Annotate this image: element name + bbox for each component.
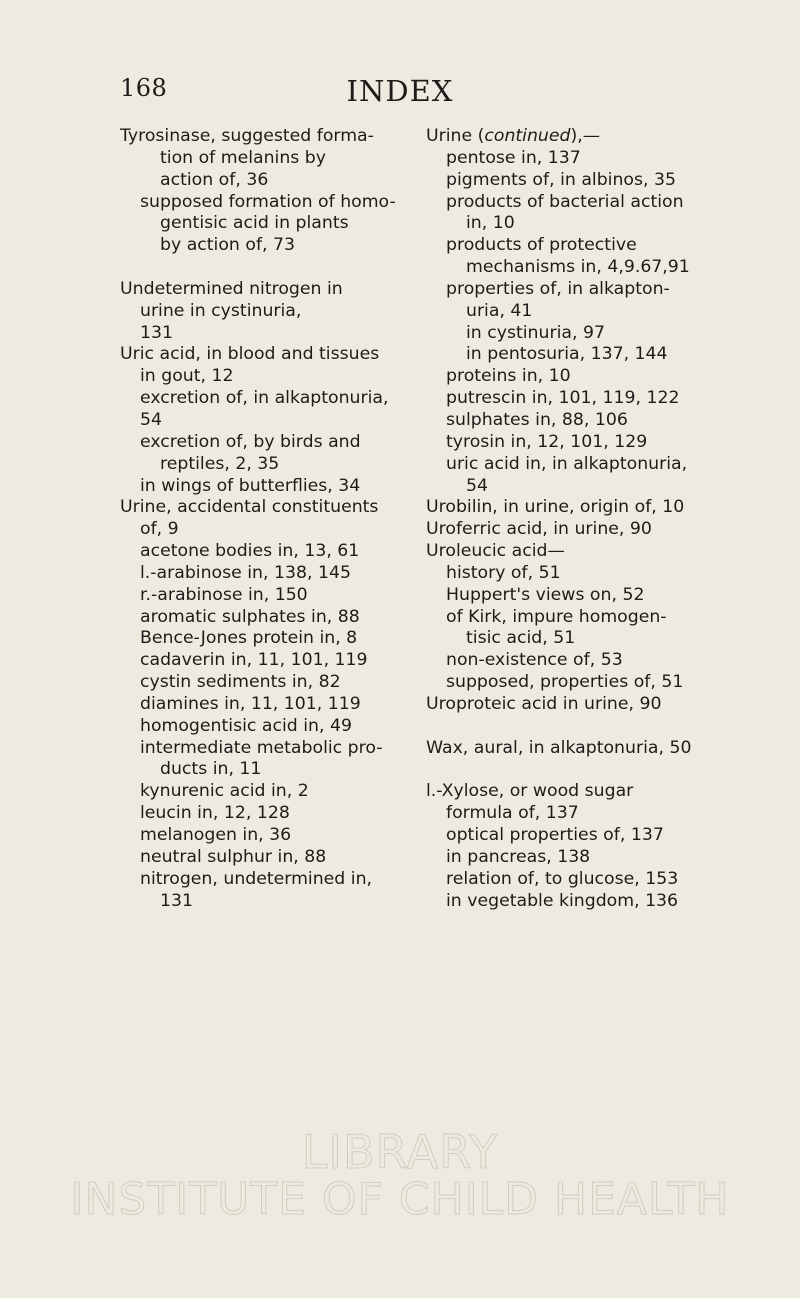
- index-line: products of protective: [446, 235, 637, 256]
- index-entry: [426, 650, 748, 672]
- index-entry: [120, 694, 420, 716]
- index-line: Bence-Jones protein in, 8: [140, 628, 358, 649]
- index-entry: [120, 497, 420, 541]
- index-line: Uroferric acid, in urine, 90: [426, 519, 652, 540]
- index-line: by action of, 73: [160, 235, 296, 256]
- index-line: 131: [160, 890, 193, 911]
- index-entry: [426, 825, 748, 847]
- index-line: in cystinuria, 97: [466, 322, 605, 343]
- index-entry: [426, 454, 748, 498]
- index-line: Huppert's views on, 52: [446, 584, 645, 605]
- index-line: supposed formation of homo-: [140, 191, 396, 212]
- index-line: neutral sulphur in, 88: [140, 846, 327, 867]
- index-line: uric acid in, in alkaptonuria,: [446, 453, 688, 474]
- index-line: in pentosuria, 137, 144: [466, 344, 668, 365]
- index-entry: [426, 781, 748, 803]
- entry-gap: [426, 759, 748, 781]
- index-line: sulphates in, 88, 106: [446, 409, 628, 430]
- index-line: 54: [140, 409, 162, 430]
- index-entry: [120, 672, 420, 694]
- index-line: l.-Xylose, or wood sugar: [426, 781, 634, 802]
- index-line: kynurenic acid in, 2: [140, 781, 309, 802]
- index-entry: [426, 694, 748, 716]
- index-line: diamines in, 11, 101, 119: [140, 693, 361, 714]
- index-line: ducts in, 11: [160, 759, 262, 780]
- index-entry: [120, 432, 420, 476]
- page-title: INDEX: [346, 74, 454, 108]
- index-entry: [426, 847, 748, 869]
- index-entry: [120, 126, 420, 192]
- index-line: mechanisms in, 4,9.67,91: [466, 257, 690, 278]
- index-line: Uric acid, in blood and tissues: [120, 344, 380, 365]
- index-entry: [426, 803, 748, 825]
- index-entry: [426, 170, 748, 192]
- index-entry: [120, 628, 420, 650]
- index-entry: [426, 607, 748, 651]
- index-line: uria, 41: [466, 300, 533, 321]
- index-entry: [426, 519, 748, 541]
- index-line: intermediate metabolic pro-: [140, 737, 383, 758]
- index-line: 131: [140, 322, 173, 343]
- index-entry: [426, 344, 748, 366]
- index-entry: [426, 323, 748, 345]
- index-entry: [426, 366, 748, 388]
- index-line: putrescin in, 101, 119, 122: [446, 388, 680, 409]
- index-line: pentose in, 137: [446, 147, 581, 168]
- index-line: acetone bodies in, 13, 61: [140, 541, 360, 562]
- index-entry: [426, 279, 748, 323]
- index-entry: [426, 497, 748, 519]
- index-entry: [120, 803, 420, 825]
- index-line: formula of, 137: [446, 803, 579, 824]
- index-line: of, 9: [140, 519, 179, 540]
- index-line: tyrosin in, 12, 101, 129: [446, 431, 648, 452]
- index-entry: [426, 672, 748, 694]
- index-entry: [120, 716, 420, 738]
- index-entry: [426, 148, 748, 170]
- index-line: melanogen in, 36: [140, 825, 292, 845]
- index-line: urine in cystinuria,: [140, 300, 302, 321]
- index-entry: [120, 563, 420, 585]
- index-entry: [426, 891, 748, 913]
- index-entry: [426, 192, 748, 236]
- index-line: aromatic sulphates in, 88: [140, 606, 360, 627]
- index-line: excretion of, in alkaptonuria,: [140, 388, 389, 409]
- index-entry: [426, 388, 748, 410]
- index-line: optical properties of, 137: [446, 825, 664, 845]
- index-line: relation of, to glucose, 153: [446, 868, 679, 889]
- index-line: Uroproteic acid in urine, 90: [426, 693, 662, 714]
- index-entry: [120, 781, 420, 803]
- index-entry: [120, 344, 420, 388]
- index-line: leucin in, 12, 128: [140, 803, 290, 824]
- index-line: homogentisic acid in, 49: [140, 715, 352, 736]
- index-entry: [120, 585, 420, 607]
- page-number: 168: [120, 74, 168, 102]
- index-entry: [426, 563, 748, 585]
- index-column-left: [120, 126, 420, 912]
- entry-gap: [120, 257, 420, 279]
- index-entry: [426, 126, 748, 148]
- index-entry: [426, 738, 748, 760]
- index-entry: [120, 738, 420, 782]
- index-line: in gout, 12: [140, 366, 234, 387]
- index-entry: [426, 410, 748, 432]
- index-entry: [120, 650, 420, 672]
- index-entry: [120, 476, 420, 498]
- index-entry: [120, 607, 420, 629]
- index-line: nitrogen, undetermined in,: [140, 868, 373, 889]
- index-line: cystin sediments in, 82: [140, 672, 341, 693]
- index-line: action of, 36: [160, 169, 269, 190]
- index-line: proteins in, 10: [446, 366, 571, 387]
- index-line: Urine (continued),—: [426, 126, 601, 146]
- index-line: tisic acid, 51: [466, 628, 576, 649]
- index-entry: [426, 541, 748, 563]
- index-entry: [426, 235, 748, 279]
- library-stamp-line2: INSTITUTE OF CHILD HEALTH: [70, 1174, 730, 1225]
- index-line: tion of melanins by: [160, 147, 327, 168]
- index-entry: [120, 279, 420, 345]
- index-line: 54: [466, 475, 488, 496]
- index-line: in wings of butterflies, 34: [140, 475, 361, 496]
- index-line: Uroleucic acid—: [426, 541, 565, 562]
- index-entry: [120, 388, 420, 432]
- library-stamp-line1: LIBRARY: [301, 1125, 499, 1179]
- index-entry: [120, 869, 420, 913]
- index-line: of Kirk, impure homogen-: [446, 606, 667, 627]
- index-entry: [120, 847, 420, 869]
- index-entry: [426, 585, 748, 607]
- index-entry: [426, 869, 748, 891]
- index-line: non-existence of, 53: [446, 650, 623, 671]
- index-line: Wax, aural, in alkaptonuria, 50: [426, 737, 692, 758]
- index-line: excretion of, by birds and: [140, 431, 361, 452]
- index-line: products of bacterial action: [446, 191, 684, 212]
- index-entry: [120, 192, 420, 258]
- index-line: history of, 51: [446, 562, 561, 583]
- index-column-right: [426, 126, 748, 912]
- index-line: in vegetable kingdom, 136: [446, 890, 679, 911]
- index-line: cadaverin in, 11, 101, 119: [140, 650, 368, 671]
- index-entry: [120, 541, 420, 563]
- index-line: Tyrosinase, suggested forma-: [120, 126, 374, 146]
- entry-gap: [426, 716, 748, 738]
- index-entry: [426, 432, 748, 454]
- index-line: r.-arabinose in, 150: [140, 584, 308, 605]
- index-line: in pancreas, 138: [446, 846, 591, 867]
- index-line: Undetermined nitrogen in: [120, 278, 343, 299]
- index-line: pigments of, in albinos, 35: [446, 169, 676, 190]
- index-entry: [120, 825, 420, 847]
- index-line: Urine, accidental constituents: [120, 497, 379, 518]
- index-line: l.-arabinose in, 138, 145: [140, 562, 351, 583]
- index-line: in, 10: [466, 213, 515, 234]
- index-line: supposed, properties of, 51: [446, 672, 684, 693]
- index-line: properties of, in alkapton-: [446, 278, 670, 299]
- index-line: reptiles, 2, 35: [160, 453, 280, 474]
- index-line: gentisic acid in plants: [160, 213, 349, 234]
- index-line: Urobilin, in urine, origin of, 10: [426, 497, 685, 518]
